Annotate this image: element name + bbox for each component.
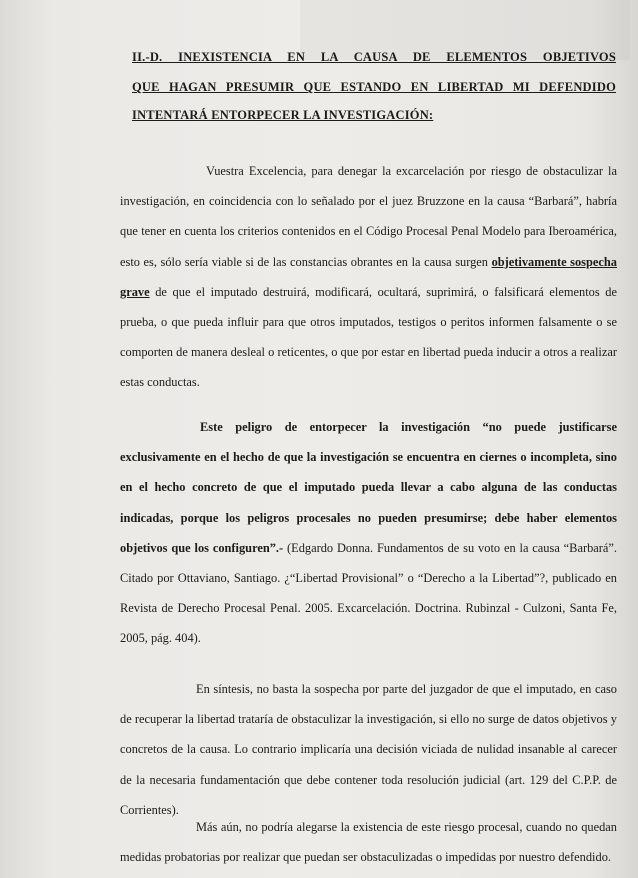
paragraph-synthesis: En síntesis, no basta la sospecha por parte del juzgador de que el imputado, en caso de recuperar la libertad trataría de obstaculizar la investigación, si ello no surge de datos objetivos y concretos de la causa. Lo contrario implicaría una decisión viciada de nulidad insanable al carecer de la necesaria fundamentación que debe contener toda resolución judicial (art. 129 del C.P.P. de Corrientes). [120,682,617,817]
paragraph-criteria-after: de que el imputado destruirá, modificará, ocultará, suprimirá, o falsificará elementos de prueba, o que pueda influir para que otros imputados, testigos o peritos informen falsamente o se comporten de manera desleal o reticentes, o que por estar en libertad pueda inducir a otros a realizar estas conductas. [120,284,617,390]
paragraph-quote-text: Este peligro de entorpecer la investigación “no puede justificarse exclusivamente en el hecho de que la investigación se encuentra en ciernes o incompleta, sino en el hecho concreto de que el imputado pueda llevar a cabo alguna de las conductas indicadas, porque los peligros procesales no pueden presumirse; debe haber elementos objetivos que los configuren”.- [120,420,617,555]
paragraph-conclusion: Más aún, no podría alegarse la existencia de este riesgo procesal, cuando no quedan medidas probatorias por realizar que puedan ser obstaculizadas o impedidas por nuestro defendido. [120,820,617,865]
paragraph-criteria-emphasis: objetivamente sospecha grave [120,254,617,299]
paragraph-quote-citation: (Edgardo Donna. Fundamentos de su voto en la causa “Barbará”. Citado por Ottaviano, Santiago. ¿“Libertad Provisional” o “Derecho a la Libertad”?, publicado en Revista de Derecho Procesal Penal. 2005. Excarcelación. Doctrina. Rubinzal - Culzoni, Santa Fe, 2005, pág. 404). [120,540,617,646]
heading-line-3: INTENTARÁ ENTORPECER LA INVESTIGACIÓN: [132,108,434,122]
paragraph-criteria [120,156,617,398]
heading-line-1: II.-D. INEXISTENCIA EN LA CAUSA DE ELEMENTOS OBJETIVOS [132,50,616,64]
paragraph-criteria-before: Vuestra Excelencia, para denegar la excarcelación por riesgo de obstaculizar la investigación, en coincidencia con lo señalado por el juez Bruzzone en la causa “Barbará”, habría que tener en cuenta los criterios contenidos en el Código Procesal Penal Modelo para Iberoamérica, esto es, sólo sería viable si de las constancias obrantes en la causa surgen [120,164,617,269]
heading-line-2: QUE HAGAN PRESUMIR QUE ESTANDO EN LIBERTAD MI DEFENDIDO [132,80,616,94]
paragraph-quote [120,412,617,654]
